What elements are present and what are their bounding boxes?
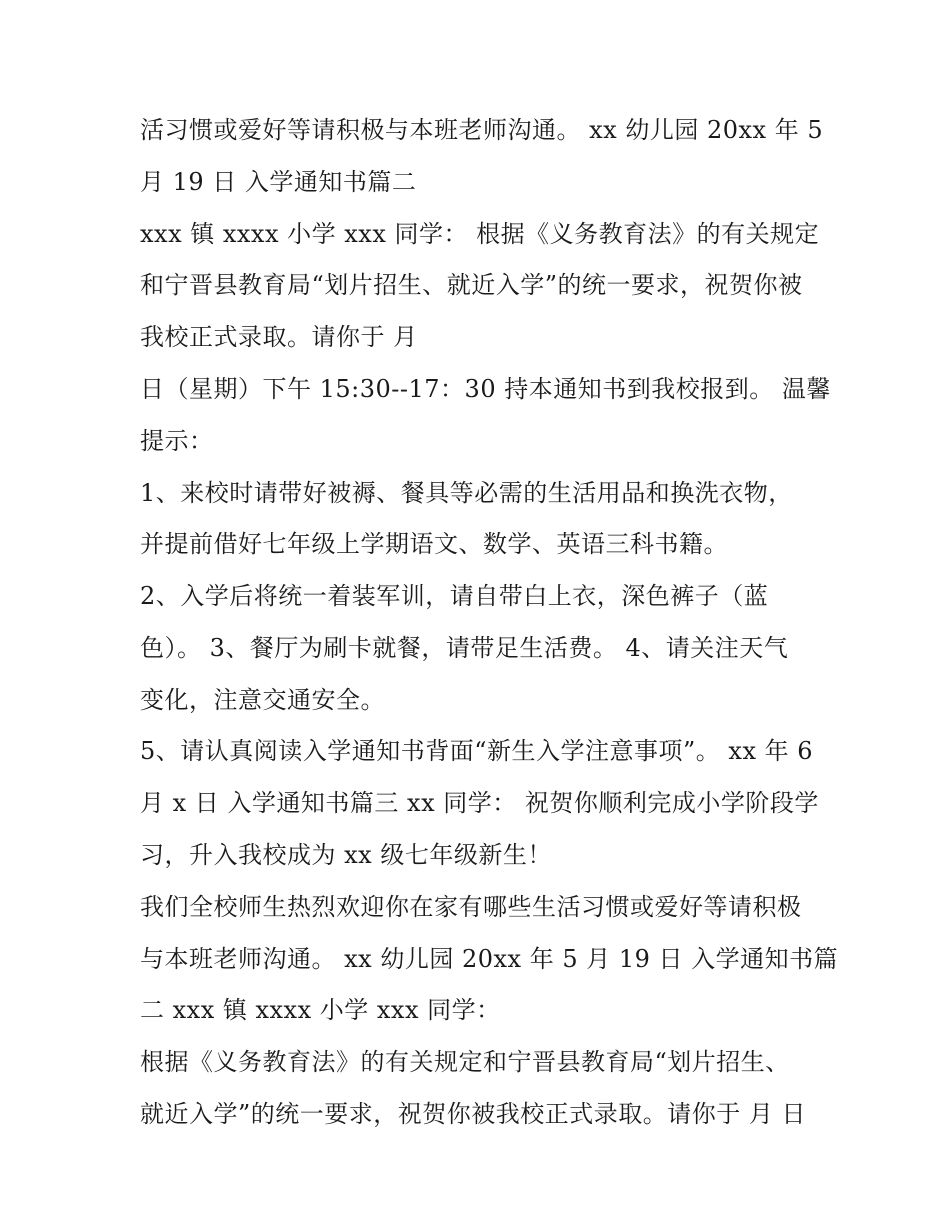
text-line: 习，升入我校成为 xx 级七年级新生！ — [140, 841, 552, 869]
text-line: 月 19 日 入学通知书篇二 — [140, 168, 417, 196]
text-line: 与本班老师沟通。 xx 幼儿园 20xx 年 5 月 19 日 入学通知书篇 — [140, 945, 839, 973]
text-line: 我们全校师生热烈欢迎你在家有哪些生活习惯或爱好等请积极 — [140, 893, 802, 921]
text-line: 活习惯或爱好等请积极与本班老师沟通。 xx 幼儿园 20xx 年 5 — [140, 116, 824, 144]
text-line: 提示： — [140, 427, 214, 455]
text-line: 月 x 日 入学通知书篇三 xx 同学： 祝贺你顺利完成小学阶段学 — [140, 789, 819, 817]
text-line: xxx 镇 xxxx 小学 xxx 同学： 根据《义务教育法》的有关规定 — [140, 220, 820, 248]
text-line: 就近入学”的统一要求，祝贺你被我校正式录取。请你于 月 日 — [140, 1100, 807, 1128]
text-line: 5、请认真阅读入学通知书背面“新生入学注意事项”。 xx 年 6 — [140, 737, 814, 765]
text-line: 变化，注意交通安全。 — [140, 686, 385, 714]
text-line: 色）。 3、餐厅为刷卡就餐，请带足生活费。 4、请关注天气 — [140, 634, 789, 662]
text-line: 我校正式录取。请你于 月 — [140, 323, 418, 351]
text-line: 2、入学后将统一着装军训，请自带白上衣，深色裤子（蓝 — [140, 582, 769, 610]
text-line: 根据《义务教育法》的有关规定和宁晋县教育局“划片招生、 — [140, 1048, 790, 1076]
text-line: 和宁晋县教育局“划片招生、就近入学”的统一要求，祝贺你被 — [140, 271, 803, 299]
text-line: 1、来校时请带好被褥、餐具等必需的生活用品和换洗衣物， — [140, 479, 793, 507]
text-line: 日（星期）下午 15:30--17：30 持本通知书到我校报到。 温馨 — [140, 375, 831, 403]
text-line: 并提前借好七年级上学期语文、数学、英语三科书籍。 — [140, 530, 728, 558]
text-line: 二 xxx 镇 xxxx 小学 xxx 同学： — [140, 996, 501, 1024]
